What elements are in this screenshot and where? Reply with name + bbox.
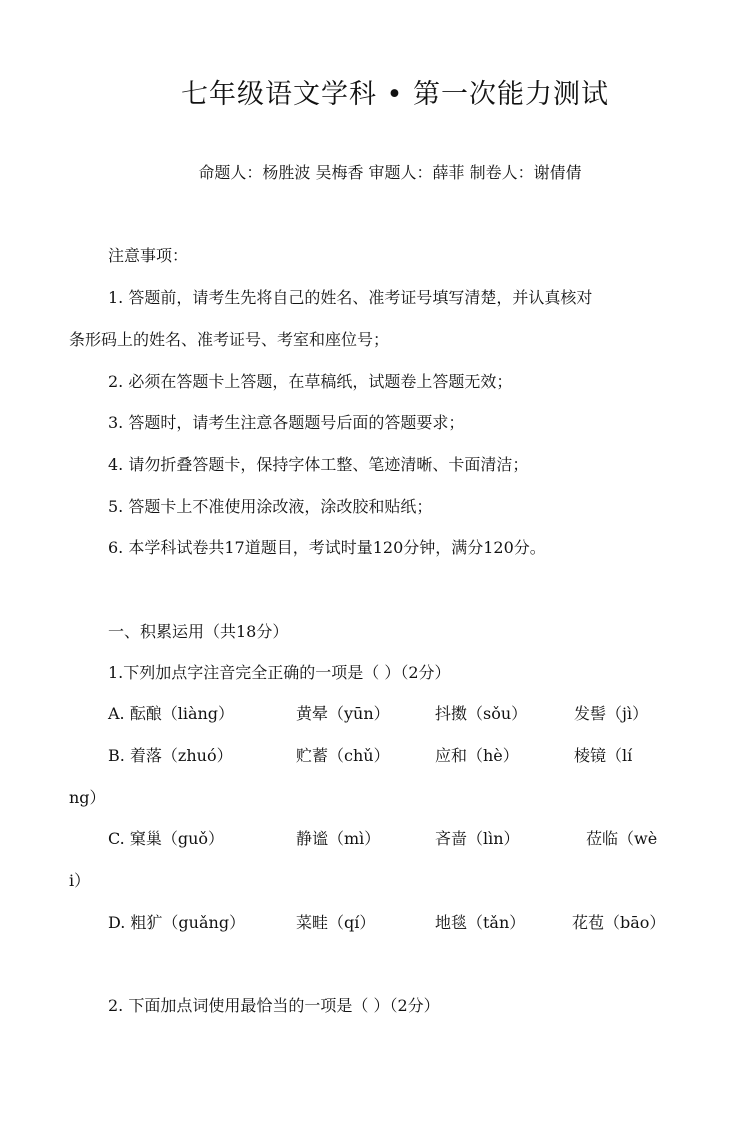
option-b-item-1: B. 着落（zhuó）	[108, 746, 233, 765]
option-c-item-3: 吝啬（lìn）	[435, 829, 520, 848]
option-b-item-4: 棱镜（lí	[574, 746, 633, 765]
notice-heading: 注意事项：	[108, 246, 189, 265]
notice-item-2: 2. 必须在答题卡上答题，在草稿纸，试题卷上答题无效；	[108, 372, 513, 391]
notice-item-1-cont: 条形码上的姓名、准考证号、考室和座位号；	[69, 330, 390, 349]
notice-item-6: 6. 本学科试卷共17道题目，考试时量120分钟，满分120分。	[108, 538, 546, 557]
option-d-item-2: 菜畦（qí）	[296, 913, 376, 932]
question-1-option-b	[0, 745, 740, 767]
option-c-item-2: 静谧（mì）	[296, 829, 381, 848]
question-1-option-c	[0, 828, 740, 850]
notice-item-1: 1. 答题前，请考生先将自己的姓名、准考证号填写清楚，并认真核对	[108, 288, 593, 307]
option-c-wrap: i）	[69, 871, 91, 890]
option-a-item-3: 抖擞（sǒu）	[435, 704, 528, 723]
option-b-item-2: 贮蓄（chǔ）	[296, 746, 390, 765]
option-d-item-1: D. 粗犷（guǎng）	[108, 913, 246, 932]
question-2-stem: 2. 下面加点词使用最恰当的一项是（ ）（2分）	[108, 996, 440, 1015]
option-a-item-2: 黄晕（yūn）	[296, 704, 390, 723]
option-c-item-4: 莅临（wè	[586, 829, 658, 848]
option-b-wrap: ng）	[69, 788, 106, 807]
notice-item-5: 5. 答题卡上不准使用涂改液，涂改胶和贴纸；	[108, 497, 433, 516]
question-1-option-d	[0, 912, 740, 934]
option-d-item-3: 地毯（tǎn）	[435, 913, 526, 932]
option-c-item-1: C. 窠巢（guǒ）	[108, 829, 225, 848]
question-1-stem: 1.下列加点字注音完全正确的一项是（ ）（2分）	[108, 663, 451, 682]
option-b-item-3: 应和（hè）	[435, 746, 519, 765]
page-title: 七年级语文学科 • 第一次能力测试	[180, 79, 610, 110]
section-heading: 一、积累运用（共18分）	[108, 622, 289, 641]
option-a-item-1: A. 酝酿（liàng）	[108, 704, 235, 723]
notice-item-3: 3. 答题时，请考生注意各题题号后面的答题要求；	[108, 413, 465, 432]
notice-item-4: 4. 请勿折叠答题卡，保持字体工整、笔迹清晰、卡面清洁；	[108, 455, 529, 474]
option-a-item-4: 发髻（jì）	[574, 704, 649, 723]
author-line: 命题人：杨胜波 吴梅香 审题人：薛菲 制卷人：谢倩倩	[198, 163, 582, 182]
option-d-item-4: 花苞（bāo）	[572, 913, 666, 932]
question-1-option-a	[0, 703, 740, 725]
